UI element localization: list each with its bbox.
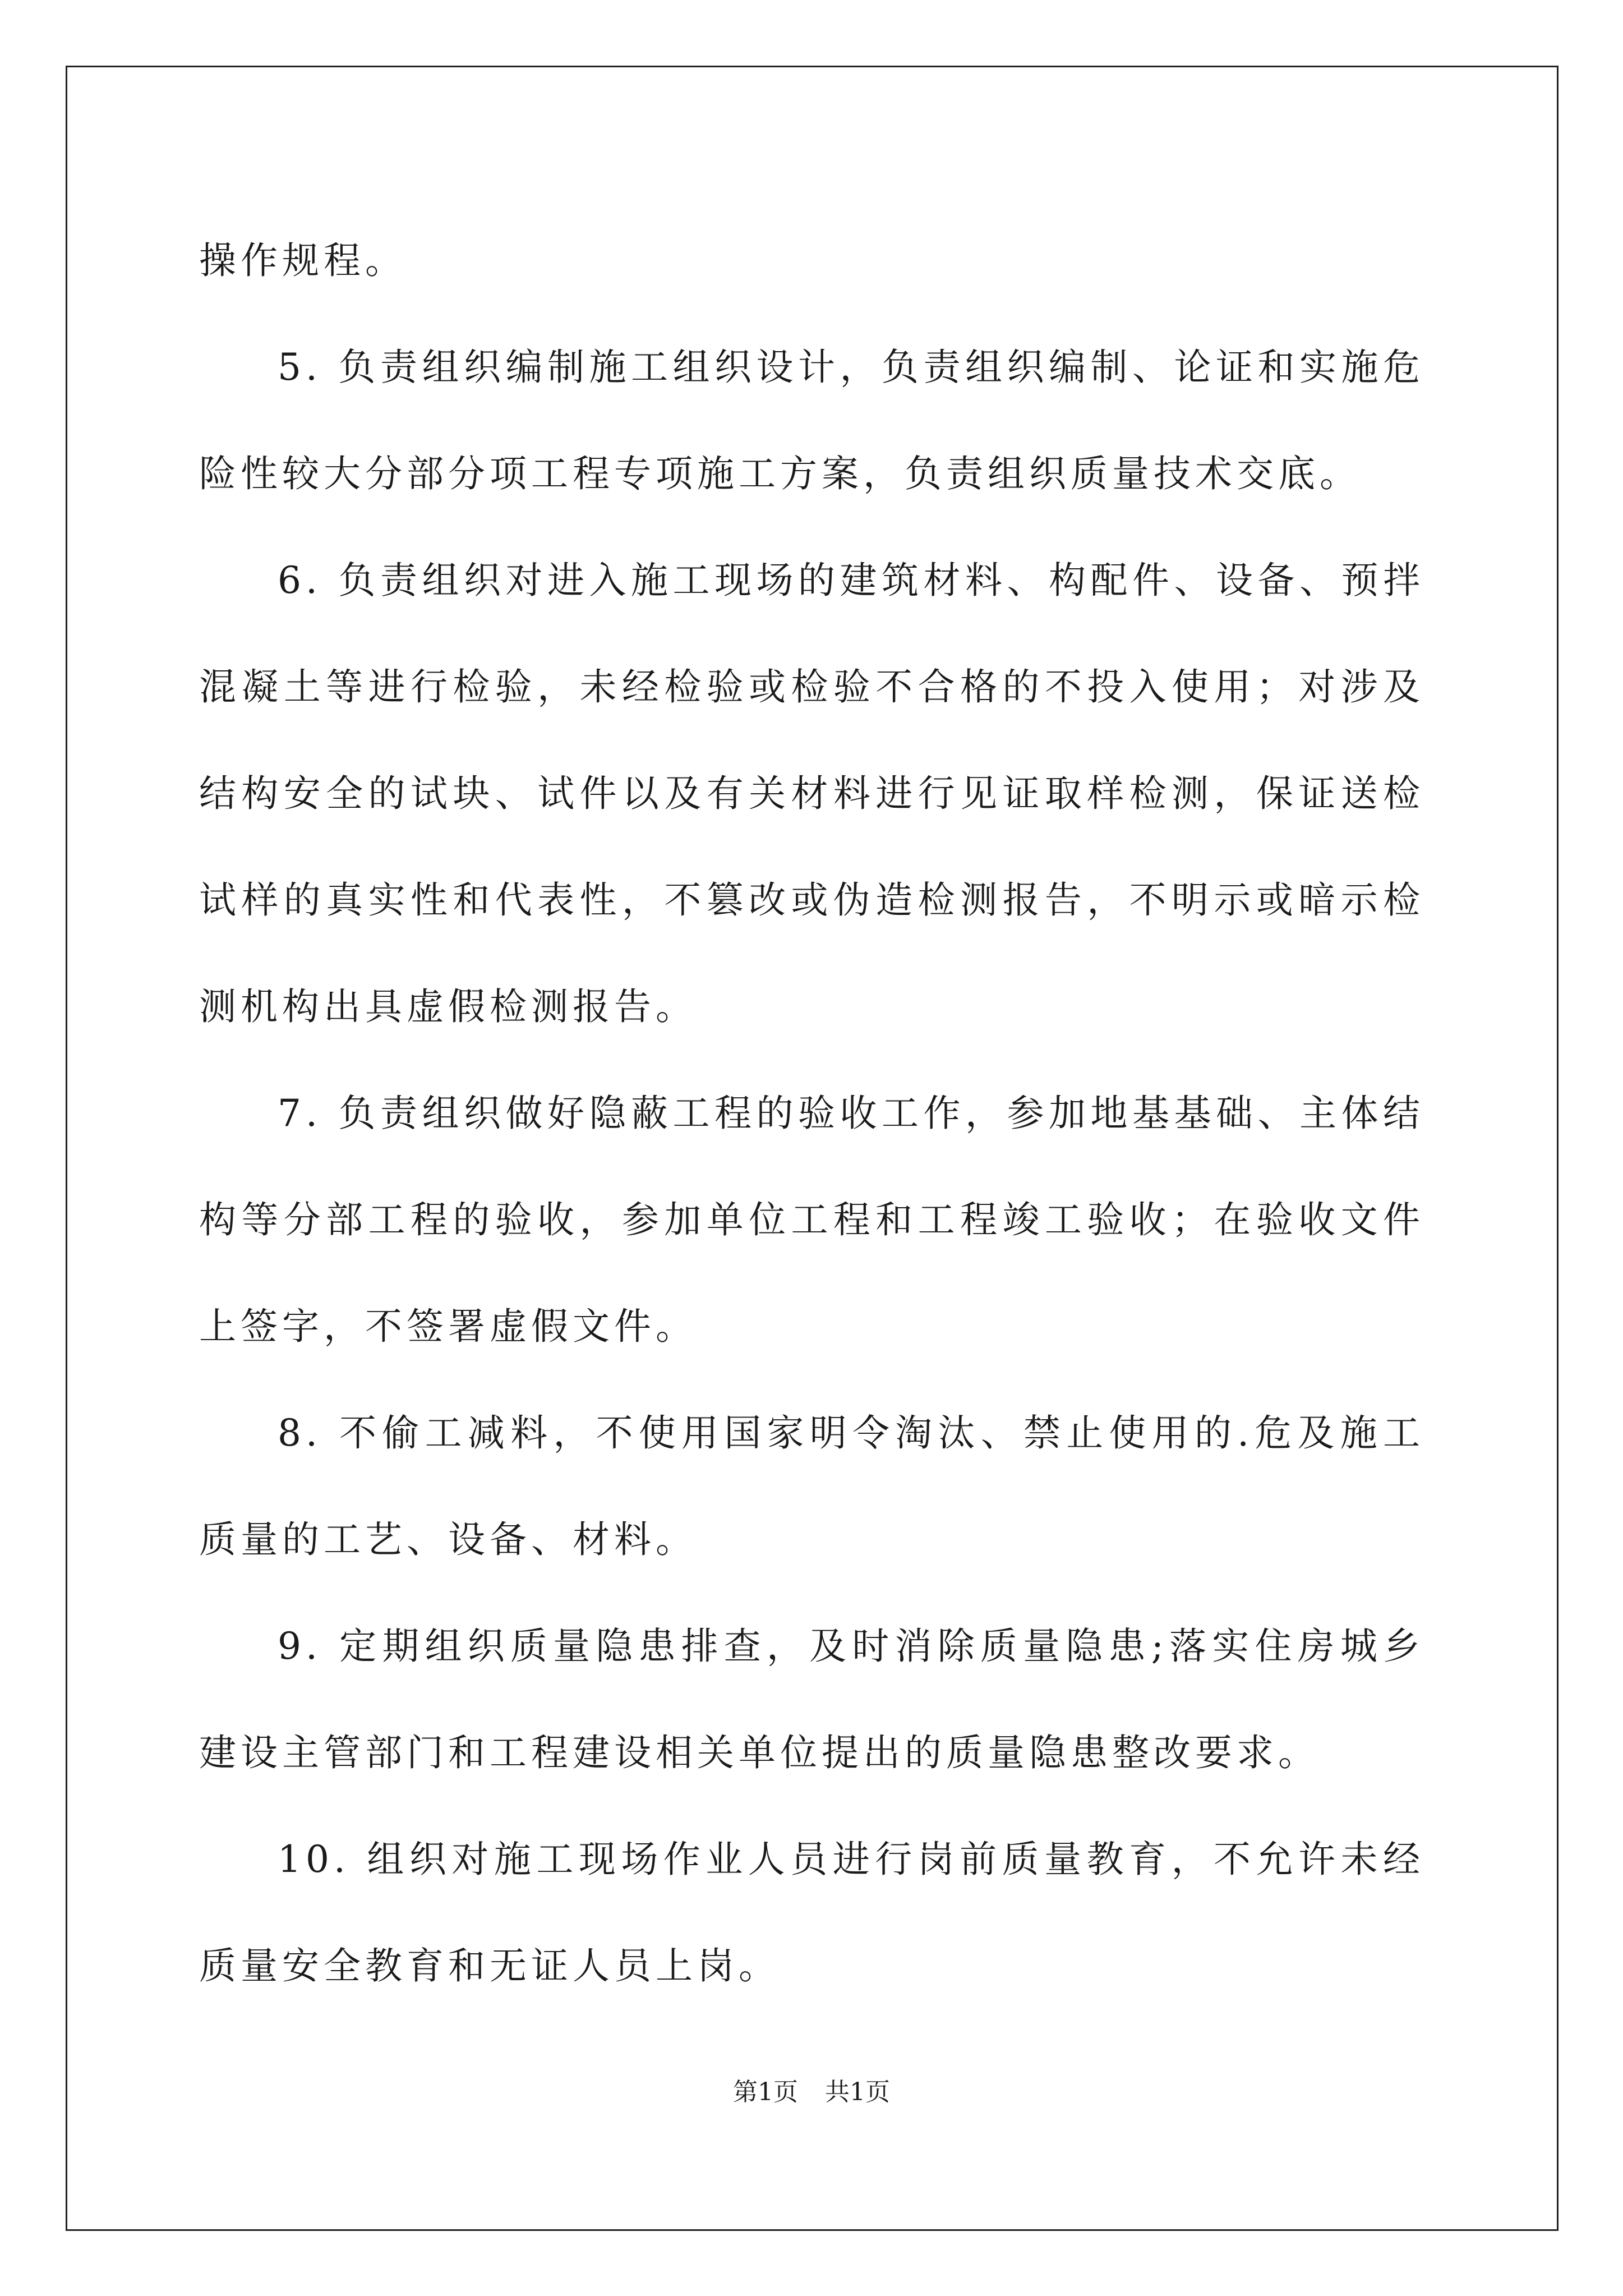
document-body xyxy=(199,208,1424,2019)
paragraph-item-7: 7. 负责组织做好隐蔽工程的验收工作，参加地基基础、主体结构等分部工程的验收，参加单位工程和工程竣工验收；在验收文件上签字，不签署虚假文件。 xyxy=(199,1092,1424,1348)
paragraph-item-9: 9. 定期组织质量隐患排查，及时消除质量隐患;落实住房城乡建设主管部门和工程建设相关单位提出的质量隐患整改要求。 xyxy=(199,1625,1424,1774)
paragraph-item-8: 8. 不偷工减料，不使用国家明令淘汰、禁止使用的.危及施工质量的工艺、设备、材料。 xyxy=(199,1411,1424,1561)
paragraph-item-6: 6. 负责组织对进入施工现场的建筑材料、构配件、设备、预拌混凝土等进行检验，未经检验或检验不合格的不投入使用；对涉及结构安全的试块、试件以及有关材料进行见证取样检测，保证送检试样的真实性和代表性，不篡改或伪造检测报告，不明示或暗示检测机构出具虚假检测报告。 xyxy=(199,559,1424,1028)
page-footer xyxy=(0,2076,1623,2109)
page-number-total: 共1页 xyxy=(825,2078,890,2106)
paragraph-item-5: 5. 负责组织编制施工组织设计，负责组织编制、论证和实施危险性较大分部分项工程专项施工方案，负责组织质量技术交底。 xyxy=(199,346,1424,495)
page-number-current: 第1页 xyxy=(733,2078,798,2106)
paragraph-item-10: 10. 组织对施工现场作业人员进行岗前质量教育，不允许未经质量安全教育和无证人员上岗。 xyxy=(199,1838,1424,1987)
paragraph-continuation: 操作规程。 xyxy=(199,239,407,282)
